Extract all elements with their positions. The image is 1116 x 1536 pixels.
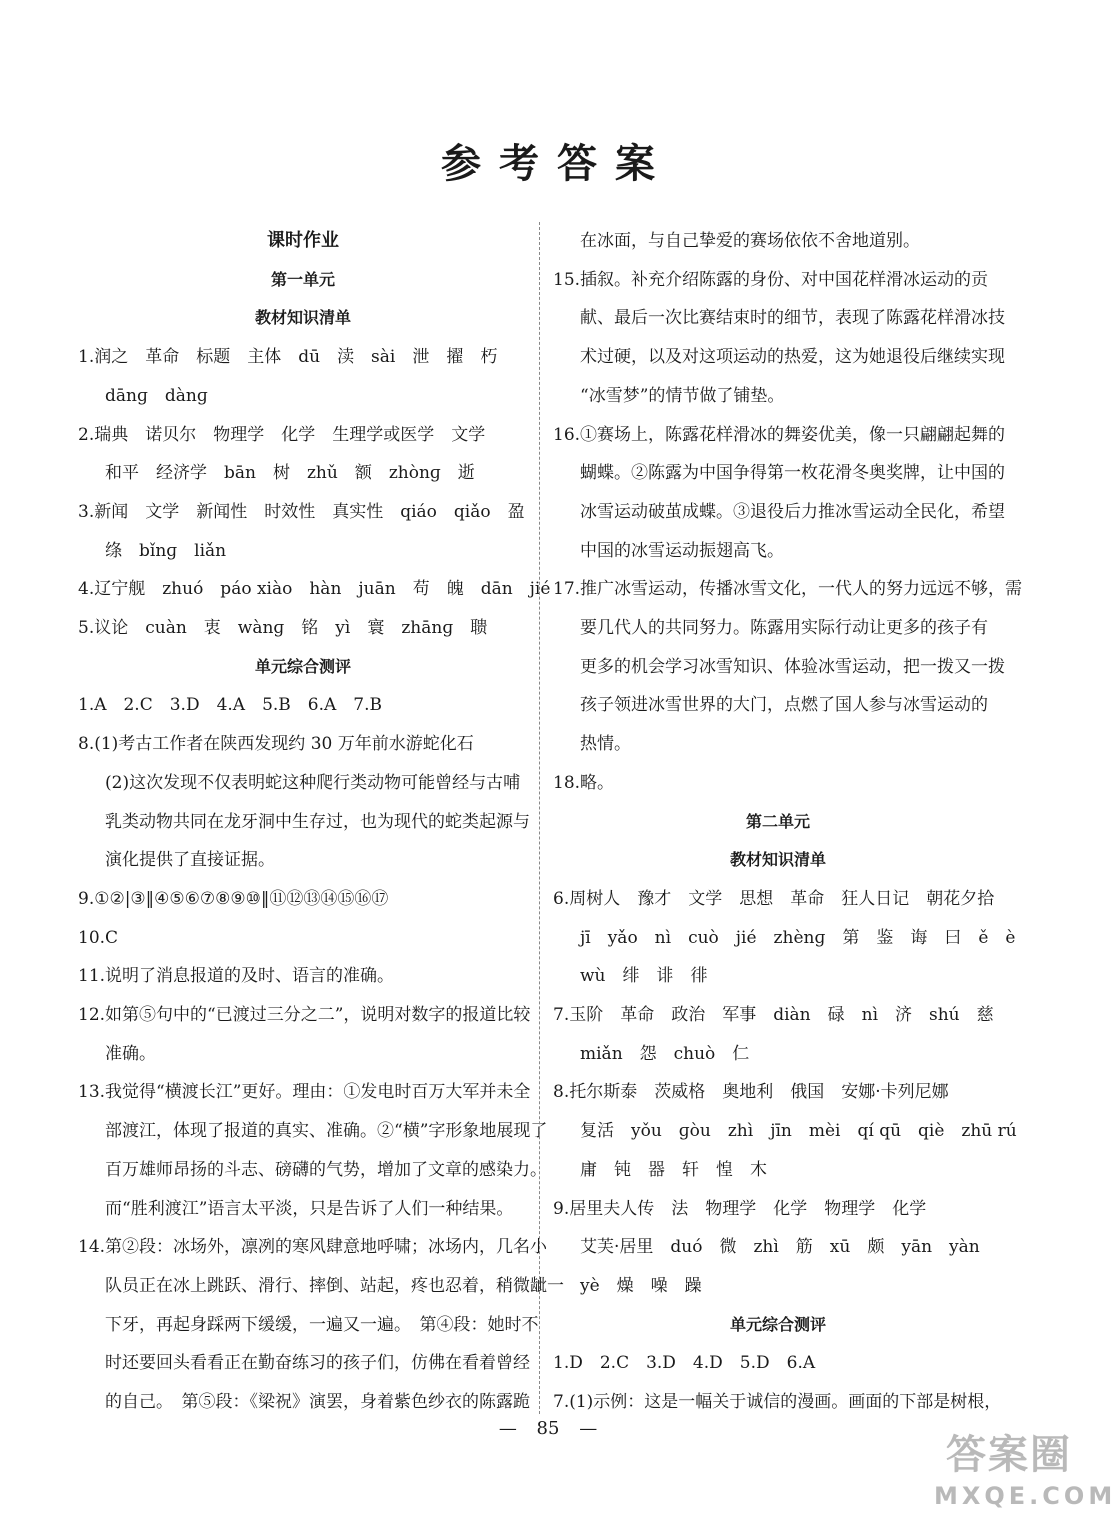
answer-line: 9.①②|③‖④⑤⑥⑦⑧⑨⑩‖⑪⑫⑬⑭⑮⑯⑰ (78, 888, 389, 909)
answer-line: 2.瑞典 诺贝尔 物理学 化学 生理学或医学 文学 (78, 424, 486, 445)
subsection-heading: 单元综合测评 (729, 1314, 826, 1334)
answer-line-continued: 热情。 (580, 734, 631, 755)
footer-dash-left: — (498, 1418, 517, 1439)
answer-line: 15.插叙。补充介绍陈露的身份、对中国花样滑冰运动的贡 (553, 269, 989, 290)
answer-line: 11.说明了消息报道的及时、语言的准确。 (78, 966, 395, 987)
answer-line-continued: 冰雪运动破茧成蝶。③退役后力推冰雪运动全民化，希望 (580, 501, 1005, 522)
page-footer (0, 1418, 1096, 1439)
answer-line: 14.第②段：冰场外，凛冽的寒风肆意地呼啸；冰场内，几名小 (78, 1237, 548, 1258)
subsection-heading: 第二单元 (745, 811, 810, 831)
answer-line-continued: 乳类动物共同在龙牙洞中生存过，也为现代的蛇类起源与 (105, 811, 530, 832)
answer-line: 1.A 2.C 3.D 4.A 5.B 6.A 7.B (78, 695, 382, 716)
answer-line: 13.我觉得“横渡长江”更好。理由：①发电时百万大军并未全 (78, 1082, 531, 1103)
answer-line-continued: 队员正在冰上跳跃、滑行、摔倒、站起，疼也忍着，稍微龇一 (105, 1275, 564, 1296)
answer-line-continued: 要几代人的共同努力。陈露用实际行动让更多的孩子有 (580, 618, 988, 639)
answer-line-continued: 和平 经济学 bān 树 zhǔ 额 zhònɡ 逝 (105, 463, 475, 484)
answer-line-continued: dānɡ dànɡ (105, 385, 208, 406)
answer-line-continued: 艾芙·居里 duó 微 zhì 筋 xū 颇 yān yàn (580, 1237, 980, 1258)
answer-line-continued: 更多的机会学习冰雪知识、体验冰雪运动，把一拨又一拨 (580, 656, 1005, 677)
footer-dash-right: — (579, 1418, 598, 1439)
answer-line: 7.玉阶 革命 政治 军事 diàn 碌 nì 济 shú 慈 (553, 1005, 994, 1026)
answer-line-continued: yè 燥 噪 躁 (580, 1275, 702, 1296)
answer-line: 9.居里夫人传 法 物理学 化学 物理学 化学 (553, 1198, 927, 1219)
answer-line: 3.新闻 文学 新闻性 时效性 真实性 qiáo qiǎo 盈 (78, 501, 525, 522)
section-heading: 课时作业 (267, 230, 339, 251)
answer-line-continued: wù 绯 诽 徘 (580, 966, 708, 987)
answer-line-continued: 术过硬，以及对这项运动的热爱，这为她退役后继续实现 (580, 347, 1005, 368)
answer-line-continued: 演化提供了直接证据。 (105, 850, 275, 871)
answer-line: 4.辽宁舰 zhuó páo xiào hàn juān 苟 魄 dān jié (78, 579, 551, 600)
answer-line-continued: 复活 yǒu ɡòu zhì jīn mèi qí qū qiè zhū rú (580, 1121, 1017, 1142)
answer-line-continued: 部渡江，体现了报道的真实、准确。②“横”字形象地展现了 (105, 1121, 548, 1142)
answer-line-continued: 时还要回头看看正在勤奋练习的孩子们，仿佛在看着曾经 (105, 1353, 530, 1374)
answer-line-continued: 蝴蝶。②陈露为中国争得第一枚花滑冬奥奖牌，让中国的 (580, 463, 1005, 484)
answer-line-continued: 百万雄师昂扬的斗志、磅礴的气势，增加了文章的感染力。 (105, 1159, 547, 1180)
answer-line-continued: 准确。 (105, 1043, 156, 1064)
answer-line-continued: 孩子领进冰雪世界的大门，点燃了国人参与冰雪运动的 (580, 695, 988, 716)
answer-line-continued: 而“胜利渡江”语言太平淡，只是告诉了人们一种结果。 (105, 1198, 514, 1219)
answer-line: 6.周树人 豫才 文学 思想 革命 狂人日记 朝花夕拾 (553, 888, 995, 909)
answer-line-continued: “冰雪梦”的情节做了铺垫。 (580, 385, 785, 406)
subsection-heading: 单元综合测评 (254, 656, 351, 676)
answer-line-continued: miǎn 怨 chuò 仁 (580, 1043, 750, 1064)
watermark-logo (934, 1428, 1116, 1528)
answer-line-continued: 献、最后一次比赛结束时的细节，表现了陈露花样滑冰技 (580, 308, 1005, 329)
answer-line-continued: 在冰面，与自己挚爱的赛场依依不舍地道别。 (580, 231, 920, 251)
watermark-text: 答案圈 (946, 1432, 1072, 1478)
answer-line: 7.(1)示例：这是一幅关于诚信的漫画。画面的下部是树根， (553, 1392, 1002, 1413)
subsection-heading: 教材知识清单 (729, 850, 826, 870)
page-number: 85 (536, 1418, 560, 1439)
answer-column-left (78, 222, 564, 1422)
column-divider (539, 222, 540, 1414)
answer-line: 12.如第⑤句中的“已渡过三分之二”，说明对数字的报道比较 (78, 1005, 531, 1026)
answer-line: 18.略。 (553, 772, 615, 793)
answer-line: 10.C (78, 927, 119, 948)
answer-line-continued: jī yǎo nì cuò jié zhènɡ 第 鉴 诲 曰 ě è (580, 927, 1016, 948)
watermark-url: MXQE.COM (934, 1482, 1116, 1510)
page-title: 参考答案 (441, 140, 673, 187)
answer-line: 17.推广冰雪运动，传播冰雪文化，一代人的努力远远不够，需 (553, 579, 1023, 600)
answer-line: 5.议论 cuàn 衷 wànɡ 铭 yì 寰 zhānɡ 聩 (78, 618, 488, 639)
answer-column-right (553, 222, 1023, 1422)
answer-line: 1.D 2.C 3.D 4.D 5.D 6.A (553, 1353, 816, 1374)
answer-line: 8.(1)考古工作者在陕西发现约 30 万年前水游蛇化石 (78, 734, 474, 755)
answer-line-continued: 绦 bǐnɡ liǎn (105, 540, 227, 561)
answer-line: 1.润之 革命 标题 主体 dū 渎 sài 泄 擢 朽 (78, 347, 498, 368)
answer-line-continued: 庸 钝 器 轩 惶 木 (580, 1159, 767, 1180)
answer-line-continued: 的自己。 第⑤段：《梁祝》演罢，身着紫色纱衣的陈露跪 (105, 1392, 530, 1413)
subsection-heading: 第一单元 (270, 269, 335, 289)
answer-line-continued: (2)这次发现不仅表明蛇这种爬行类动物可能曾经与古哺 (105, 772, 521, 793)
answer-line: 16.①赛场上，陈露花样滑冰的舞姿优美，像一只翩翩起舞的 (553, 424, 1006, 445)
answer-line-continued: 中国的冰雪运动振翅高飞。 (580, 540, 784, 561)
answer-line: 8.托尔斯泰 茨威格 奥地利 俄国 安娜·卡列尼娜 (553, 1082, 949, 1103)
subsection-heading: 教材知识清单 (254, 308, 351, 328)
answer-line-continued: 下牙，再起身踩两下缓缓，一遍又一遍。 第④段：她时不 (105, 1314, 539, 1335)
